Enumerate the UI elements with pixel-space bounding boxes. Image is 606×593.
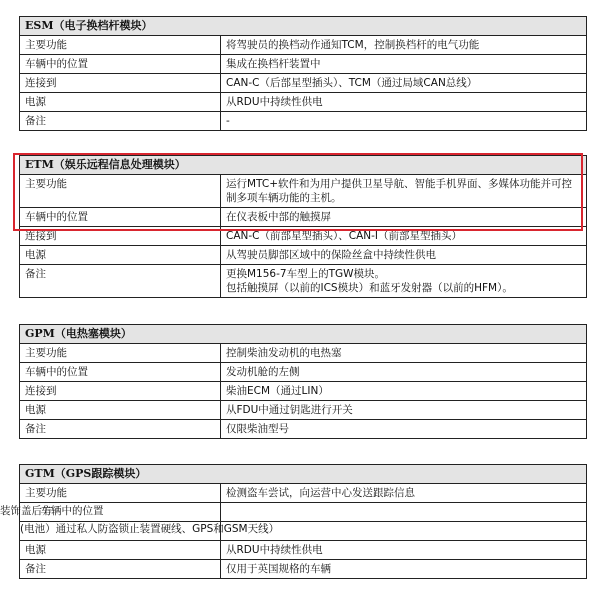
table-row: 电源 从RDU中持续性供电: [20, 541, 587, 560]
table-row: 主要功能 控制柴油发动机的电热塞: [20, 344, 587, 363]
table-row: 备注 更换M156-7车型上的TGW模块。 包括触摸屏（以前的ICS模块）和蓝牙发射器（以前的HFM）。: [20, 265, 587, 298]
gpm-table: [19, 324, 587, 439]
table-row: 电源 从FDU中通过钥匙进行开关: [20, 401, 587, 420]
table-row: 主要功能 将驾驶员的换档动作通知TCM，控制换档杆的电气功能: [20, 36, 587, 55]
table-row: 备注 仅用于英国规格的车辆: [20, 560, 587, 579]
table-row: 主要功能 检测盗车尝试，向运营中心发送跟踪信息: [20, 484, 587, 503]
etm-title: ETM（娱乐远程信息处理模块）: [20, 156, 587, 175]
table-row: 主要功能 运行MTC+软件和为用户提供卫星导航、智能手机界面、多媒体功能并可控制多项车辆功能的主机。: [20, 175, 587, 208]
gtm-location-overlay: 装饰盖后方车辆中的位置: [0, 505, 104, 517]
table-row: 车辆中的位置 在仪表板中部的触摸屏: [20, 208, 587, 227]
gpm-title: GPM（电热塞模块）: [20, 325, 587, 344]
esm-table: [19, 16, 587, 131]
table-row: 连接到 CAN-C（前部星型插头）、CAN-I（前部星型插头）: [20, 227, 587, 246]
table-row: 连接到 柴油ECM（通过LIN）: [20, 382, 587, 401]
table-row: 备注 -: [20, 112, 587, 131]
etm-table: [19, 155, 587, 298]
esm-title: ESM（电子换档杆模块）: [20, 17, 587, 36]
table-row: 电源 从驾驶员脚部区域中的保险丝盒中持续性供电: [20, 246, 587, 265]
gtm-title: GTM（GPS跟踪模块）: [20, 465, 587, 484]
table-row: 电源 从RDU中持续性供电: [20, 93, 587, 112]
table-row: [20, 503, 587, 522]
table-row: 备注 仅限柴油型号: [20, 420, 587, 439]
table-row: 连接到 CAN-C（后部星型插头）、TCM（通过局域CAN总线）: [20, 74, 587, 93]
gtm-connection-overlay: (电池）通过私人防盗锁止装置硬线、GPS和GSM天线）: [20, 523, 280, 535]
table-row: 车辆中的位置 发动机舱的左侧: [20, 363, 587, 382]
table-row: 车辆中的位置 集成在换档杆装置中: [20, 55, 587, 74]
